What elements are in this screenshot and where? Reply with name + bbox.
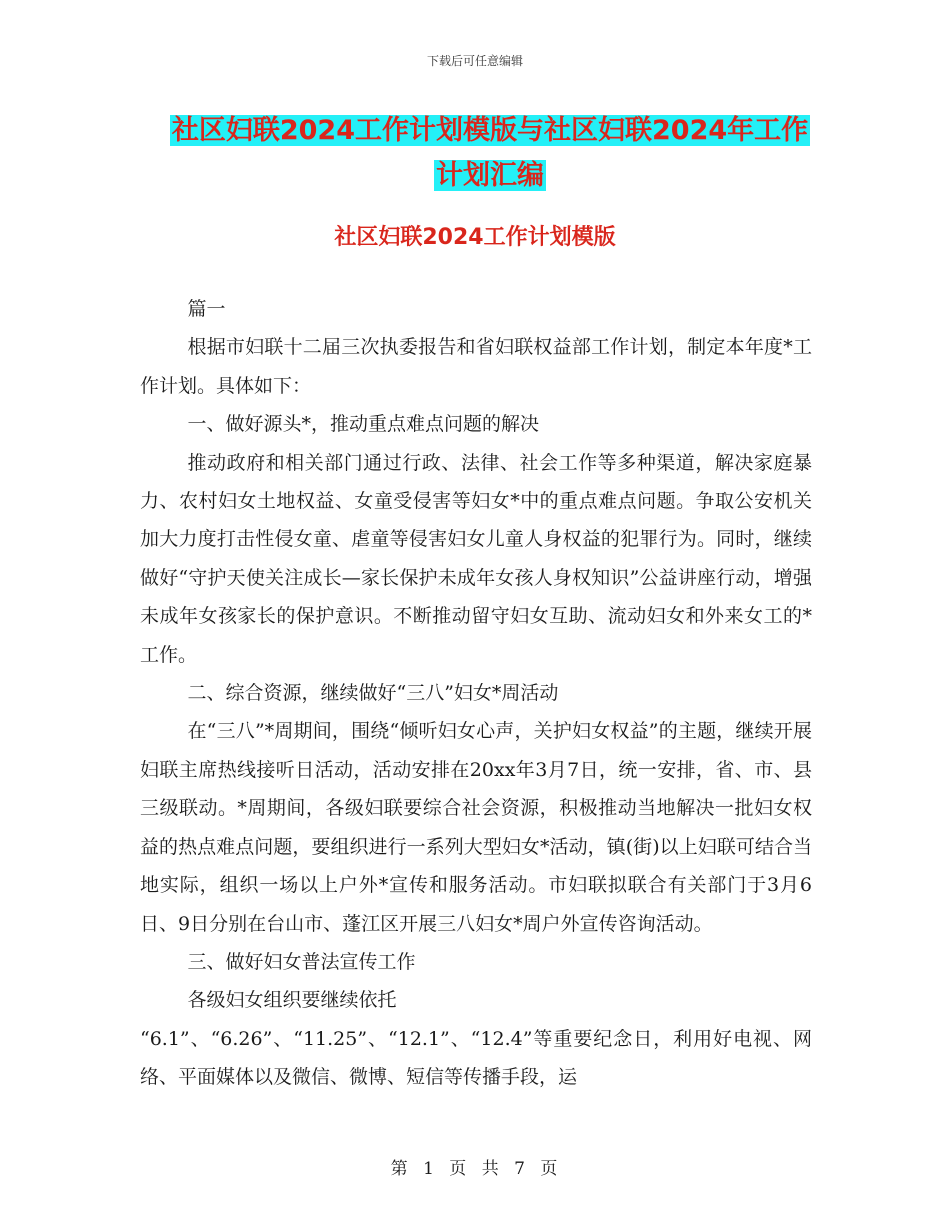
paragraph-three-continued: “6.1”、“6.26”、“11.25”、“12.1”、“12.4”等重要纪念日，利用好电视、网络、平面媒体以及微信、微博、短信等传播手段，运 — [140, 1027, 812, 1089]
document-title — [140, 108, 840, 198]
heading-one: 一、做好源头*，推动重点难点问题的解决 — [187, 413, 540, 436]
paragraph-part-label: 篇一 — [187, 298, 226, 320]
paragraph-three-start: 各级妇女组织要继续依托 — [187, 989, 397, 1012]
header-note: 下载后可任意编辑 — [426, 54, 523, 68]
paragraph-two: 在“三八”*周期间，围绕“倾听妇女心声，关护妇女权益”的主题，继续开展妇联主席热线接听日活动，活动安排在20xx年3月7日，统一安排，省、市、县三级联动。*周期间，各级妇联要综合社会资源，积极推动当地解决一批妇女权益的热点难点问题，要组织进行一系列大型妇女*活动，镇(街)以上妇联可结合当地实际，组织一场以上户外*宣传和服务活动。市妇联拟联合有关部门于3月6日、9日分别在台山市、蓬江区开展三八妇女*周户外宣传咨询活动。 — [140, 720, 812, 935]
heading-three: 三、做好妇女普法宣传工作 — [187, 950, 416, 973]
section-title: 社区妇联2024工作计划模版 — [334, 225, 616, 250]
page-number-footer: 第 1 页 共 7 页 — [390, 1159, 560, 1179]
document-title-line-1: 社区妇联2024工作计划模版与社区妇联2024年工作 — [171, 115, 809, 146]
paragraph-one: 推动政府和相关部门通过行政、法律、社会工作等多种渠道，解决家庭暴力、农村妇女土地权益、女童受侵害等妇女*中的重点难点问题。争取公安机关加大力度打击性侵女童、虐童等侵害妇女儿童人身权益的犯罪行为。同时，继续做好“守护天使关注成长—家长保护未成年女孩人身权知识”公益讲座行动，增强未成年女孩家长的保护意识。不断推动留守妇女互助、流动妇女和外来女工的*工作。 — [140, 451, 812, 666]
document-title-line-2: 计划汇编 — [436, 160, 544, 191]
body-text — [140, 290, 812, 1097]
heading-two: 二、综合资源，继续做好“三八”妇女*周活动 — [187, 682, 559, 705]
paragraph-intro: 根据市妇联十二届三次执委报告和省妇联权益部工作计划，制定本年度*工作计划。具体如下： — [140, 336, 812, 397]
